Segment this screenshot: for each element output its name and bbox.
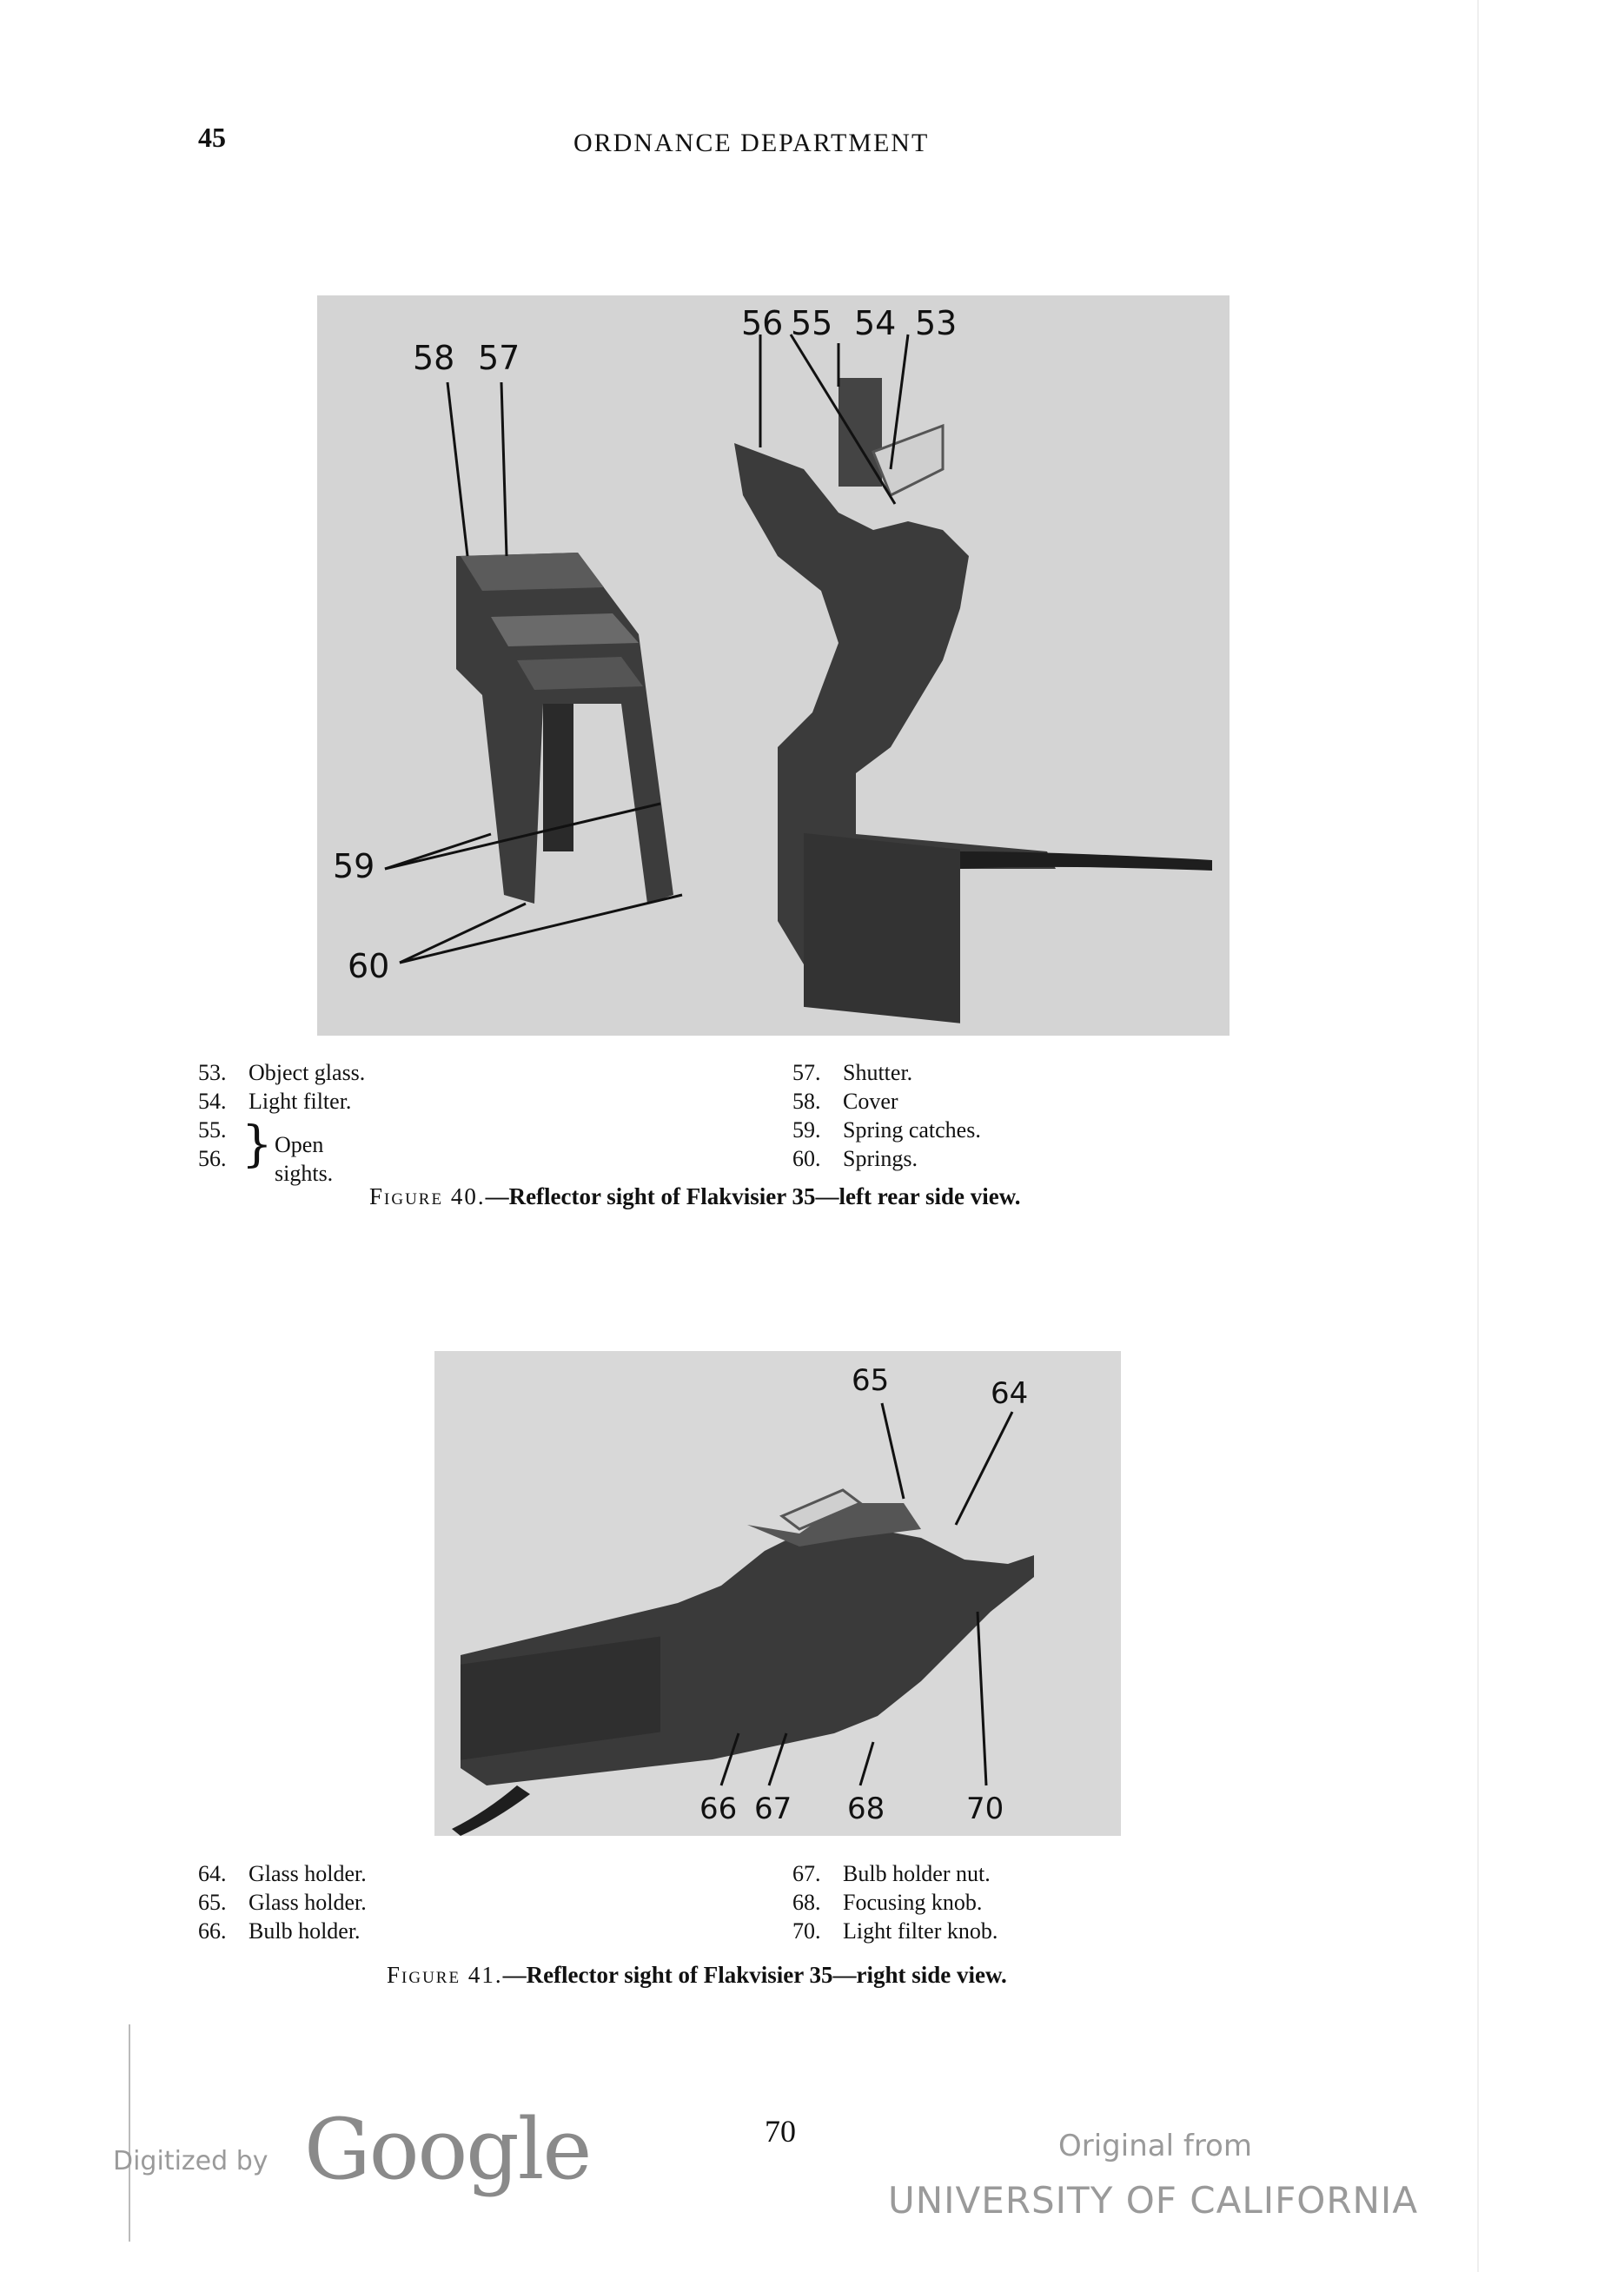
callout-64: 64 xyxy=(991,1376,1029,1411)
caption-text: —Reflector sight of Flakvisier 35—right side view. xyxy=(502,1962,1007,1988)
legend-number: 66. xyxy=(198,1918,227,1944)
legend-item xyxy=(198,1888,367,1917)
legend-item xyxy=(792,1917,998,1945)
legend-number: 55. xyxy=(198,1117,227,1143)
callout-60: 60 xyxy=(348,947,390,985)
legend-text: Spring catches. xyxy=(843,1117,981,1143)
legend-number: 65. xyxy=(198,1890,227,1915)
callout-55: 55 xyxy=(791,304,833,342)
callout-68: 68 xyxy=(847,1792,885,1826)
legend-text: Light filter. xyxy=(249,1089,352,1114)
legend-item xyxy=(792,1116,981,1144)
legend-item xyxy=(792,1144,981,1173)
google-logo: Google xyxy=(304,2101,591,2198)
legend-text: Shutter. xyxy=(843,1060,913,1085)
legend-number: 53. xyxy=(198,1060,227,1085)
callout-59: 59 xyxy=(333,847,375,885)
legend-number: 60. xyxy=(792,1146,821,1171)
legend-number: 59. xyxy=(792,1117,821,1143)
callout-58: 58 xyxy=(413,339,455,377)
figure-40-legend-right xyxy=(792,1058,981,1173)
legend-number: 67. xyxy=(792,1861,821,1886)
original-from-label: Original from xyxy=(1058,2129,1252,2163)
legend-text: Cover xyxy=(843,1089,898,1114)
legend-text: Glass holder. xyxy=(249,1861,367,1886)
callout-67: 67 xyxy=(754,1792,792,1826)
legend-number: 56. xyxy=(198,1146,227,1171)
running-head: ORDNANCE DEPARTMENT xyxy=(573,129,930,157)
legend-item xyxy=(198,1917,367,1945)
figure-40-caption xyxy=(369,1183,1020,1210)
page-number: 45 xyxy=(198,122,226,153)
caption-text: —Reflector sight of Flakvisier 35—left rear side view. xyxy=(485,1183,1021,1209)
callout-53: 53 xyxy=(915,304,958,342)
legend-number: 68. xyxy=(792,1890,821,1915)
figure-41-illustration xyxy=(434,1351,1121,1836)
callout-54: 54 xyxy=(854,304,897,342)
legend-item xyxy=(792,1058,981,1087)
legend-number: 58. xyxy=(792,1089,821,1114)
legend-text: Bulb holder nut. xyxy=(843,1861,991,1886)
callout-70: 70 xyxy=(966,1792,1004,1826)
brace-glyph: } xyxy=(242,1116,273,1173)
figure-40-illustration xyxy=(317,295,1230,1036)
callout-65: 65 xyxy=(852,1363,890,1398)
legend-number: 54. xyxy=(198,1089,227,1114)
figure-41-legend-right xyxy=(792,1859,998,1945)
legend-grouped-item xyxy=(198,1116,365,1186)
figure-label: Figure 40. xyxy=(369,1183,486,1209)
legend-text: Object glass. xyxy=(249,1060,366,1085)
legend-item xyxy=(792,1859,998,1888)
callout-66: 66 xyxy=(699,1792,738,1826)
university-label: UNIVERSITY OF CALIFORNIA xyxy=(888,2179,1419,2222)
scan-edge-line xyxy=(129,2024,130,2242)
figure-label: Figure 41. xyxy=(387,1962,503,1988)
legend-text: Bulb holder. xyxy=(249,1918,361,1944)
legend-text: Focusing knob. xyxy=(843,1890,983,1915)
legend-item xyxy=(792,1888,998,1917)
figure-41-photo xyxy=(434,1351,1121,1836)
legend-number: 64. xyxy=(198,1861,227,1886)
legend-text: Glass holder. xyxy=(249,1890,367,1915)
legend-text: Light filter knob. xyxy=(843,1918,998,1944)
figure-40-photo xyxy=(317,295,1230,1036)
callout-57: 57 xyxy=(478,339,520,377)
scan-edge-line xyxy=(1477,0,1479,2272)
digitized-by-label: Digitized by xyxy=(113,2146,268,2176)
legend-text: Springs. xyxy=(843,1146,918,1171)
legend-number: 70. xyxy=(792,1918,821,1944)
callout-56: 56 xyxy=(741,304,784,342)
legend-item xyxy=(792,1087,981,1116)
footer-page-number: 70 xyxy=(765,2114,796,2149)
legend-number: 57. xyxy=(792,1060,821,1085)
legend-text: Open sights. xyxy=(275,1132,334,1186)
figure-41-caption xyxy=(387,1962,1007,1989)
figure-40-legend-left xyxy=(198,1058,366,1186)
legend-item xyxy=(198,1087,365,1116)
legend-item xyxy=(198,1058,365,1087)
figure-41-legend-left xyxy=(198,1859,367,1945)
legend-item xyxy=(198,1859,367,1888)
